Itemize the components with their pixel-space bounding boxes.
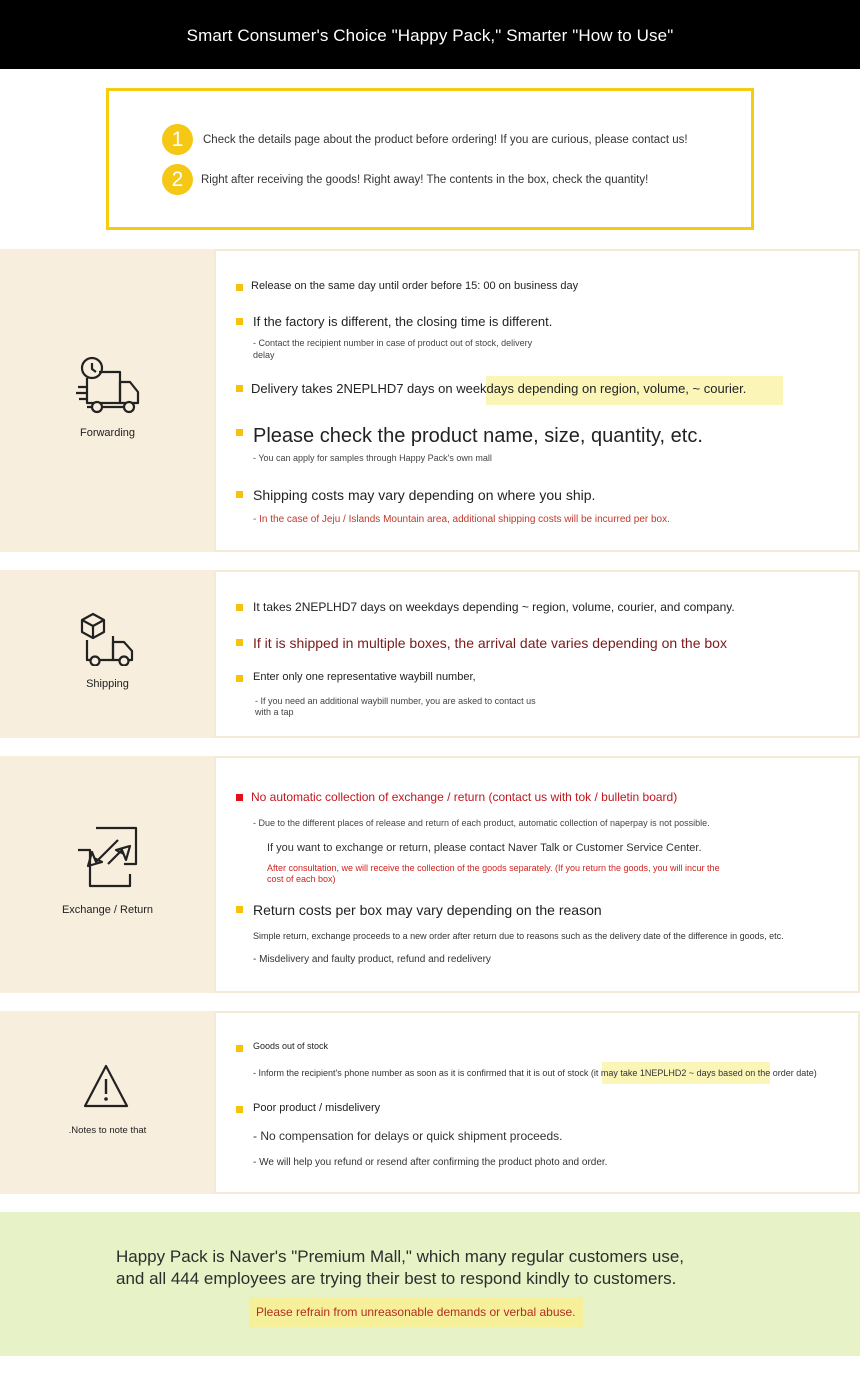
- list-item: [236, 425, 703, 448]
- delivery-truck-clock-icon: [73, 354, 143, 414]
- list-item: [236, 1102, 380, 1114]
- item-subtext: - No compensation for delays or quick shipment proceeds.: [253, 1129, 563, 1143]
- list-item: [236, 902, 602, 918]
- list-item: [236, 314, 552, 329]
- item-subtext: - We will help you refund or resend after confirming the product photo and order.: [253, 1157, 608, 1168]
- item-text: Poor product / misdelivery: [253, 1102, 381, 1114]
- shipping-caption: Shipping: [86, 678, 129, 690]
- notice-item: [162, 124, 688, 155]
- bullet-icon: [236, 675, 243, 682]
- bullet-icon: [236, 318, 243, 325]
- notice-text: Check the details page about the product before ordering! If you are curious, please contact us!: [203, 133, 688, 146]
- shipping-sidebar: [0, 570, 215, 738]
- item-text: If the factory is different, the closing time is different.: [253, 314, 553, 329]
- box-truck-icon: [79, 612, 137, 666]
- bullet-icon: [236, 906, 243, 913]
- exchange-caption: Exchange / Return: [61, 904, 154, 916]
- item-text: No automatic collection of exchange / return (contact us with tok / bulletin board): [251, 790, 678, 804]
- item-subtext: - In the case of Jeju / Islands Mountain area, additional shipping costs will be incurred per box.: [253, 514, 670, 525]
- notes-caption: .Notes to note that: [68, 1125, 147, 1136]
- bullet-icon: [236, 639, 243, 646]
- list-item: [236, 790, 677, 804]
- item-subtext: delay: [253, 350, 275, 360]
- bullet-icon: [236, 604, 243, 611]
- item-subtext: with a tap: [255, 707, 294, 717]
- bullet-icon: [236, 491, 243, 498]
- notice-text: Right after receiving the goods! Right away! The contents in the box, check the quantity!: [201, 173, 649, 186]
- item-text: Return costs per box may vary depending on the reason: [253, 902, 602, 918]
- notes-section: [0, 1011, 860, 1194]
- list-item: [236, 280, 578, 292]
- item-subtext: - You can apply for samples through Happy Pack's own mall: [253, 453, 492, 463]
- bullet-icon: [236, 429, 243, 436]
- bullet-icon: [236, 1106, 243, 1113]
- number-badge: 2: [162, 164, 193, 195]
- notice-box: [106, 88, 754, 230]
- item-subtext: cost of each box): [267, 874, 336, 884]
- bullet-icon: [236, 284, 243, 291]
- forwarding-caption: Forwarding: [79, 427, 136, 439]
- page-title: Smart Consumer's Choice "Happy Pack," Smarter "How to Use": [186, 26, 674, 45]
- item-subtext: Simple return, exchange proceeds to a new order after return due to reasons such as the delivery date of the difference in goods, etc.: [253, 931, 784, 941]
- shipping-panel: [214, 570, 860, 738]
- forwarding-panel: [214, 249, 860, 552]
- item-subtext: - If you need an additional waybill number, you are asked to contact us: [255, 696, 536, 706]
- notes-panel: [214, 1011, 860, 1194]
- item-subtext: - Due to the different places of release and return of each product, automatic collection of naperpay is not possible.: [253, 818, 710, 828]
- shipping-section: [0, 570, 860, 738]
- item-text: Please check the product name, size, quantity, etc.: [253, 425, 703, 447]
- item-text: Goods out of stock: [253, 1041, 329, 1051]
- header-bar: [0, 0, 860, 69]
- list-item: [236, 381, 746, 396]
- item-subtext: After consultation, we will receive the collection of the goods separately. (If you return the goods, you will incur the: [267, 863, 720, 873]
- item-subtext: - Misdelivery and faulty product, refund and redelivery: [253, 954, 491, 965]
- item-text: If it is shipped in multiple boxes, the arrival date varies depending on the box: [253, 635, 727, 651]
- item-text: Delivery takes 2NEPLHD7 days on weekdays depending on region, volume, ~ courier.: [251, 381, 747, 396]
- bullet-icon: [236, 1045, 243, 1052]
- item-text: It takes 2NEPLHD7 days on weekdays depending ~ region, volume, courier, and company.: [253, 600, 735, 614]
- item-text: Enter only one representative waybill number,: [253, 671, 476, 683]
- warning-triangle-icon: [82, 1063, 130, 1109]
- number-badge: 1: [162, 124, 193, 155]
- exchange-panel: [214, 756, 860, 993]
- exchange-sidebar: [0, 756, 215, 993]
- list-item: [236, 487, 595, 503]
- forwarding-sidebar: [0, 249, 215, 552]
- notes-sidebar: [0, 1011, 215, 1194]
- footer-banner: [0, 1212, 860, 1356]
- bullet-icon: [236, 385, 243, 392]
- item-text: Shipping costs may vary depending on where you ship.: [253, 487, 596, 503]
- list-item: [236, 600, 735, 614]
- footer-line: Happy Pack is Naver's "Premium Mall," which many regular customers use,: [116, 1247, 684, 1266]
- item-text: Release on the same day until order before 15: 00 on business day: [251, 280, 579, 292]
- list-item: [236, 671, 476, 683]
- forwarding-section: [0, 249, 860, 552]
- notice-item: [162, 164, 648, 195]
- item-note: If you want to exchange or return, please contact Naver Talk or Customer Service Center.: [267, 842, 702, 854]
- exchange-arrows-icon: [74, 824, 140, 890]
- list-item: [236, 635, 727, 651]
- bullet-icon: [236, 794, 243, 801]
- footer-line: and all 444 employees are trying their best to respond kindly to customers.: [116, 1269, 677, 1288]
- footer-warning: Please refrain from unreasonable demands or verbal abuse.: [249, 1297, 583, 1327]
- item-subtext: - Contact the recipient number in case of product out of stock, delivery: [253, 338, 533, 348]
- exchange-section: [0, 756, 860, 993]
- item-subtext: - Inform the recipient's phone number as soon as it is confirmed that it is out of stock (it may take 1NEPLHD2 ~ days based on the order date): [253, 1068, 817, 1078]
- list-item: [236, 1041, 328, 1052]
